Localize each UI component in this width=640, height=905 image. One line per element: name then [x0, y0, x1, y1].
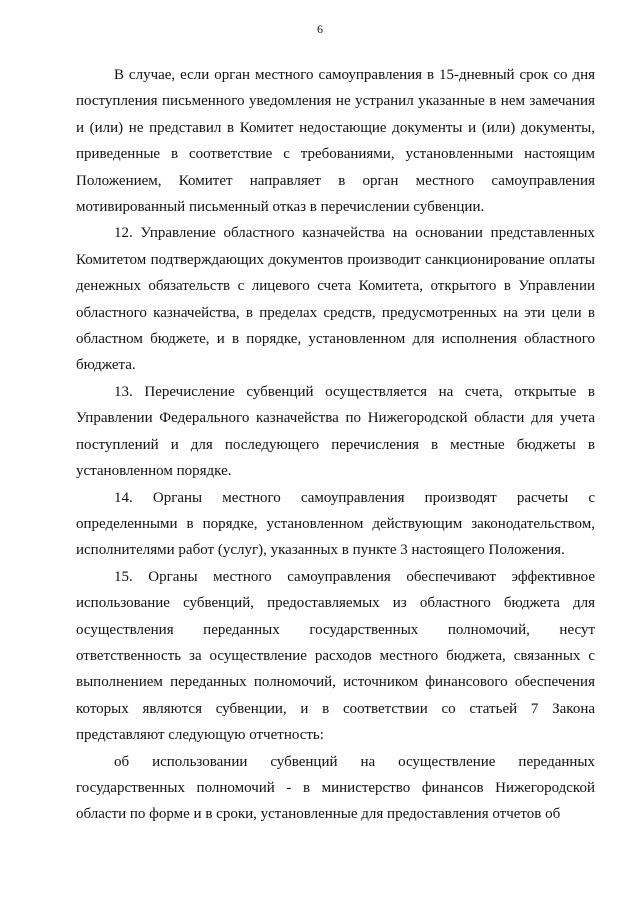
paragraph-reporting-subvention: об использовании субвенций на осуществление переданных государственных полномочий - в министерство финансов Нижегородской области по форме и в сроки, установленные для предоставления отчетов об — [76, 753, 595, 823]
document-body — [76, 62, 595, 828]
paragraph-14: 14. Органы местного самоуправления производят расчеты с определенными в порядке, установленном действующим законодательством, исполнителями работ (услуг), указанных в пункте 3 настоящего Положения. — [76, 489, 595, 559]
page-number: 6 — [317, 22, 323, 36]
paragraph-15: 15. Органы местного самоуправления обеспечивают эффективное использование субвенций, предоставляемых из областного бюджета для осуществления переданных государственных полномочий, несут ответственность за осуществление расходов местного бюджета, связанных с выполнением переданных полномочий, источником финансового обеспечения которых являются субвенции, и в соответствии со статьей 7 Закона представляют следующую отчетность: — [76, 568, 595, 744]
paragraph-12: 12. Управление областного казначейства на основании представленных Комитетом подтверждающих документов производит санкционирование оплаты денежных обязательств с лицевого счета Комитета, открытого в Управлении областного казначейства, в пределах средств, предусмотренных на эти цели в областном бюджете, и в порядке, установленном для исполнения областного бюджета. — [76, 225, 595, 374]
paragraph-13: 13. Перечисление субвенций осуществляется на счета, открытые в Управлении Федерального казначейства по Нижегородской области для учета поступлений и для последующего перечисления в местные бюджеты в установленном порядке. — [76, 383, 595, 480]
paragraph-refusal-notice: В случае, если орган местного самоуправления в 15-дневный срок со дня поступления письменного уведомления не устранил указанные в нем замечания и (или) не представил в Комитет недостающие документы и (или) документы, приведенные в соответствие с требованиями, установленными настоящим Положением, Комитет направляет в орган местного самоуправления мотивированный письменный отказ в перечислении субвенции. — [76, 67, 595, 216]
